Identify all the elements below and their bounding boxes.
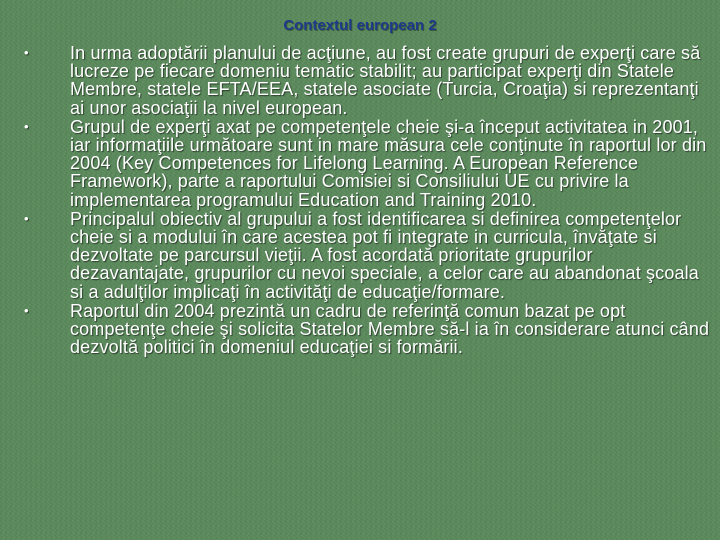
bullet-text: Principalul obiectiv al grupului a fost identificarea si definirea competenţelor cheie si a modului în care acestea pot fi integrate in curricula, învăţate si dezvoltate pe parcursul vieţii. A fost acordată prioritate grupurilor dezavantajate, grupurilor cu nevoi speciale, a celor care au abandonat şcoala si a adulţilor implicaţi în activităţi de educaţie/formare. xyxy=(70,208,699,302)
bullet-icon: • xyxy=(24,302,29,318)
bullet-item xyxy=(24,118,714,209)
bullet-item xyxy=(24,210,714,301)
bullet-text: Raportul din 2004 prezintă un cadru de referinţă comun bazat pe opt competenţe cheie şi solicita Statelor Membre să-l ia în considerare atunci când dezvoltă politici în domeniul educaţiei si formării. xyxy=(70,300,710,358)
bullet-text: Grupul de experţi axat pe competenţele cheie şi-a început activitatea in 2001, iar informaţiile următoare sunt in mare măsura cele conţinute în raportul lor din 2004 (Key Competences for Lifelong Learning. A European Reference Framework), parte a raportului Comisiei si Consiliului UE cu privire la implementarea programului Education and Training 2010. xyxy=(70,116,707,210)
bullet-icon: • xyxy=(24,118,29,134)
slide-title: Contextul european 2 xyxy=(283,17,437,34)
bullet-icon: • xyxy=(24,210,29,226)
bullet-item xyxy=(24,302,714,357)
bullet-item xyxy=(24,44,714,117)
bullet-text: In urma adoptării planului de acţiune, au fost create grupuri de experţi care să lucreze pe fiecare domeniu tematic stabilit; au participat experţi din Statele Membre, statele EFTA/EEA, statele asociate (Turcia, Croaţia) si reprezentanţi ai unor asociaţii la nivel european. xyxy=(70,43,701,118)
bullet-icon: • xyxy=(24,45,29,60)
bullet-list xyxy=(24,44,714,357)
